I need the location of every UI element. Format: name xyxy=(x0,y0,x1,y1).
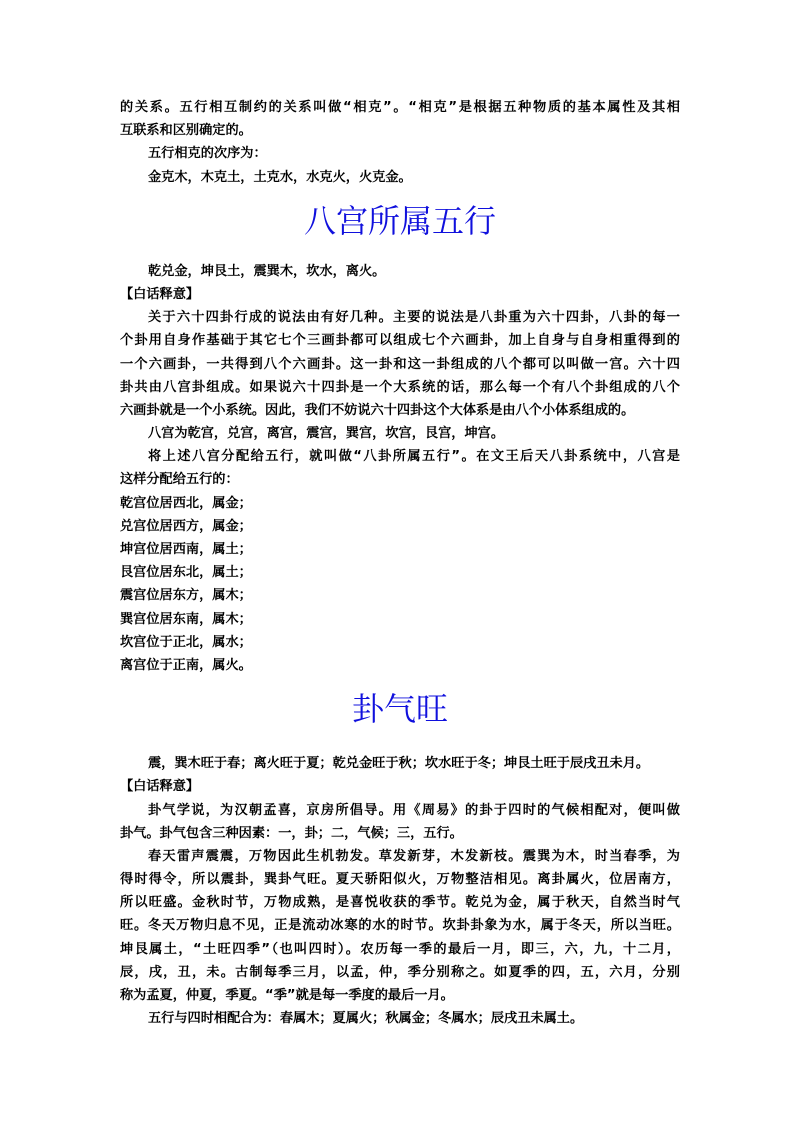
text-line: 这样分配给五行的： xyxy=(120,472,239,488)
text-line: 关于六十四卦行成的说法由有好几种。主要的说法是八卦重为六十四卦，八卦的每一 xyxy=(148,310,680,326)
palace-item: 震宫位居东方，属木； xyxy=(120,588,252,604)
palace-item: 离宫位于正南，属火。 xyxy=(120,657,252,673)
section-label: 【白话释意】 xyxy=(120,286,200,302)
text-line: 一个六画卦，一共得到八个六画卦。这一卦和这一卦组成的八个都可以叫做一宫。六十四 xyxy=(120,356,680,372)
text-line: 旺。冬天万物归息不见，正是流动冰寒的水的时节。坎卦卦象为水，属于冬天，所以当旺。 xyxy=(120,918,680,934)
palace-item: 兑宫位居西方，属金； xyxy=(120,518,252,534)
text-line: 八宫为乾宫，兑宫，离宫，震宫，巽宫，坎宫，艮宫，坤宫。 xyxy=(148,426,505,442)
verse-line: 震，巽木旺于春；离火旺于夏；乾兑金旺于秋；坎水旺于冬；坤艮土旺于辰戌丑未月。 xyxy=(148,756,650,772)
text-line: 卦共由八宫卦组成。如果说六十四卦是一个大系统的话，那么每一个有八个卦组成的八个 xyxy=(120,379,680,395)
text-line: 辰，戌，丑，未。古制每季三月，以孟，仲，季分别称之。如夏季的四，五，六月，分别 xyxy=(120,964,680,980)
text-line: 个卦用自身作基础于其它七个三画卦都可以组成七个六画卦，加上自身与自身相重得到的 xyxy=(120,333,680,349)
section-heading: 卦气旺 xyxy=(351,690,448,729)
verse-line: 乾兑金，坤艮土，震巽木，坎水，离火。 xyxy=(148,263,386,279)
palace-item: 坎宫位于正北，属水； xyxy=(120,634,252,650)
section-label: 【白话释意】 xyxy=(120,779,200,795)
text-line: 坤艮属土，“土旺四季”（也叫四时）。农历每一季的最后一月，即三，六，九，十二月， xyxy=(120,941,680,957)
palace-item: 艮宫位居东北，属土； xyxy=(120,565,252,581)
text-line: 卦气。卦气包含三种因素：一，卦；二，气候；三，五行。 xyxy=(120,825,463,841)
text-line: 五行相克的次序为： xyxy=(148,146,267,162)
text-line: 卦气学说，为汉朝孟喜，京房所倡导。用《周易》的卦于四时的气候相配对，便叫做 xyxy=(148,802,680,818)
palace-item: 巽宫位居东南，属木； xyxy=(120,611,252,627)
text-line: 所以旺盛。金秋时节，万物成熟，是喜悦收获的季节。乾兑为金，属于秋天，自然当时气 xyxy=(120,895,680,911)
text-line: 金克木，木克土，土克水，水克火，火克金。 xyxy=(148,169,412,185)
palace-item: 乾宫位居西北，属金； xyxy=(120,495,252,511)
document-page xyxy=(120,96,680,1030)
text-line: 称为孟夏，仲夏，季夏。“季”就是每一季度的最后一月。 xyxy=(120,988,454,1003)
text-line: 六画卦就是一个小系统。因此，我们不妨说六十四卦这个大体系是由八个小体系组成的。 xyxy=(120,402,635,418)
palace-item: 坤宫位居西南，属土； xyxy=(120,542,252,557)
section-heading: 八宫所属五行 xyxy=(303,201,496,240)
text-line: 互联系和区别确定的。 xyxy=(120,123,252,139)
text-line: 的关系。五行相互制约的关系叫做“相克”。“相克”是根据五种物质的基本属性及其相 xyxy=(120,100,680,115)
text-line: 将上述八宫分配给五行，就叫做“八卦所属五行”。在文王后天八卦系统中，八宫是 xyxy=(148,449,680,465)
text-line: 得时得令，所以震卦，巽卦气旺。夏天骄阳似火，万物整洁相见。离卦属火，位居南方， xyxy=(120,872,680,888)
text-line: 五行与四时相配合为：春属木；夏属火；秋属金；冬属水；辰戌丑未属土。 xyxy=(148,1011,584,1027)
text-line: 春天雷声震震，万物因此生机勃发。草发新芽，木发新枝。震巽为木，时当春季，为 xyxy=(148,848,680,864)
